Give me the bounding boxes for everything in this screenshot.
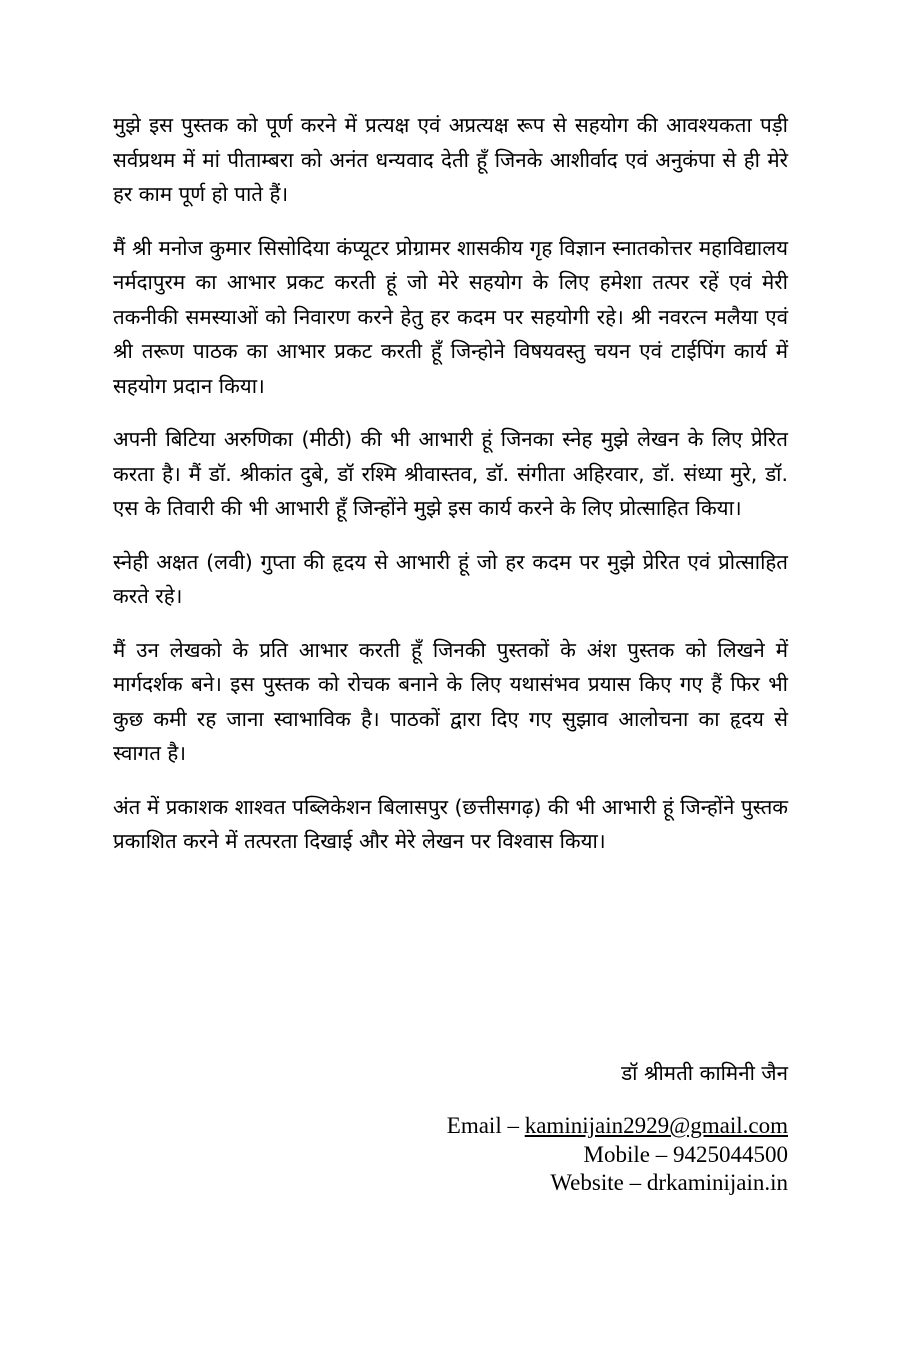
author-signature: डॉ श्रीमती कामिनी जैन (621, 1061, 788, 1085)
website-line: Website – drkaminijain.in (550, 1170, 788, 1195)
paragraph-gratitude-technical-support: मैं श्री मनोज कुमार सिसोदिया कंप्यूटर प्रोग्रामर शासकीय गृह विज्ञान स्नातकोत्तर महाविद्यालय नर्मदापुरम का आभार प्रकट करती हूं जो मेरे सहयोग के लिए हमेशा तत्पर रहें एवं मेरी तकनीकी समस्याओं को निवारण करने हेतु हर कदम पर सहयोगी रहे। श्री नवरत्न मलैया एवं श्री तरूण पाठक का आभार प्रकट करती हूँ जिन्होने विषयवस्तु चयन एवं टाईपिंग कार्य में सहयोग प्रदान किया। (113, 235, 788, 398)
email-link[interactable]: kaminijain2929@gmail.com (524, 1113, 788, 1138)
paragraph-gratitude-publisher: अंत में प्रकाशक शाश्वत पब्लिकेशन बिलासपुर (छत्तीसगढ़) की भी आभारी हूं जिन्होंने पुस्तक प्रकाशित करने में तत्परता दिखाई और मेरे लेखन पर विश्वास किया। (113, 794, 788, 853)
mobile-line: Mobile – 9425044500 (583, 1141, 788, 1167)
paragraph-gratitude-authors: मैं उन लेखको के प्रति आभार करती हूँ जिनकी पुस्तकों के अंश पुस्तक को लिखने में मार्गदर्शक बने। इस पुस्तक को रोचक बनाने के लिए यथासंभव प्रयास किए गए हैं फिर भी कुछ कमी रह जाना स्वाभाविक है। पाठकों द्वारा दिए गए सुझाव आलोचना का हृदय से स्वागत है। (113, 637, 788, 765)
paragraph-gratitude-akshat: स्नेही अक्षत (लवी) गुप्ता की हृदय से आभारी हूं जो हर कदम पर मुझे प्रेरित एवं प्रोत्साहित करते रहे। (113, 549, 788, 608)
paragraph-gratitude-family-colleagues: अपनी बिटिया अरुणिका (मीठी) की भी आभारी हूं जिनका स्नेह मुझे लेखन के लिए प्रेरित करता है। मैं डॉ. श्रीकांत दुबे, डॉ रश्मि श्रीवास्तव, डॉ. संगीता अहिरवार, डॉ. संध्या मुरे, डॉ. एस के तिवारी की भी आभारी हूँ जिन्होंने मुझे इस कार्य करने के लिए प्रोत्साहित किया। (113, 427, 788, 520)
acknowledgement-body (113, 108, 788, 878)
paragraph-gratitude-divine: मुझे इस पुस्तक को पूर्ण करने में प्रत्यक्ष एवं अप्रत्यक्ष रूप से सहयोग की आवश्यकता पड़ी सर्वप्रथम में मां पीताम्बरा को अनंत धन्यवाद देती हूँ जिनके आशीर्वाद एवं अनुकंपा से ही मेरे हर काम पूर्ण हो पाते हैं। (113, 113, 788, 206)
email-label: Email – (446, 1113, 525, 1138)
signature-block (447, 1056, 788, 1198)
email-line (447, 1112, 788, 1141)
